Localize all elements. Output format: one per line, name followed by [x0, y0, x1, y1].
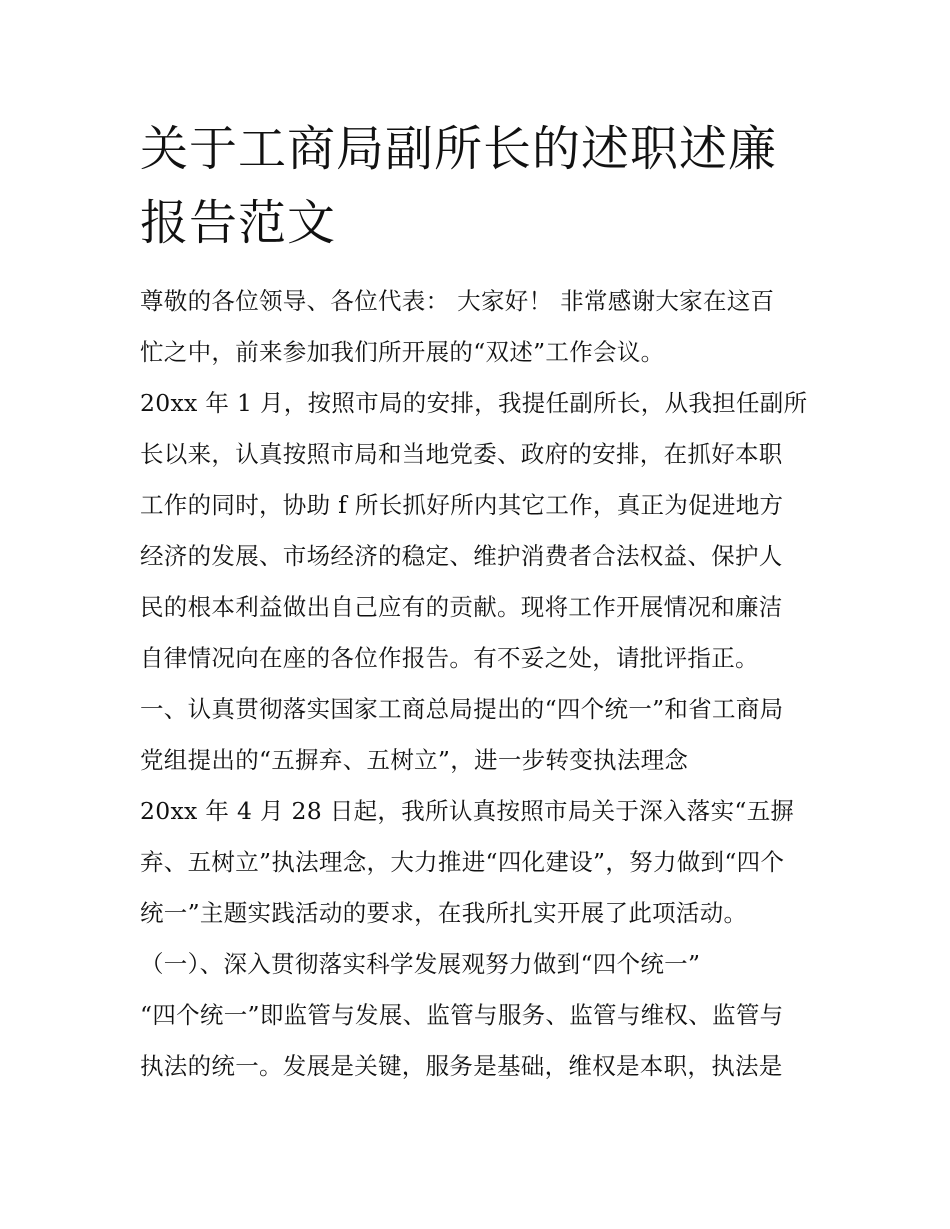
document-body [140, 276, 820, 1092]
body-line: 执法的统一。发展是关键，服务是基础，维权是本职，执法是 [140, 1052, 783, 1080]
body-line: 忙之中，前来参加我们所开展的“双述”工作会议。 [140, 338, 665, 366]
body-line: 20xx 年 1 月，按照市局的安排，我提任副所长，从我担任副所 [140, 389, 808, 417]
body-line: 弃、五树立”执法理念，大力推进“四化建设”，努力做到“四个 [140, 848, 785, 876]
title-line: 报告范文 [140, 195, 337, 251]
section-heading-line: 党组提出的“五摒弃、五树立”，进一步转变执法理念 [140, 746, 689, 774]
body-line: 长以来，认真按照市局和当地党委、政府的安排，在抓好本职 [140, 440, 783, 468]
subsection-heading-line: （一）、深入贯彻落实科学发展观努力做到“四个统一” [140, 950, 701, 978]
body-line: 经济的发展、市场经济的稳定、维护消费者合法权益、保护人 [140, 542, 783, 570]
title-line: 关于工商局副所长的述职述廉 [140, 121, 778, 177]
body-line: 民的根本利益做出自己应有的贡献。现将工作开展情况和廉洁 [140, 593, 783, 621]
body-line: 20xx 年 4 月 28 日起，我所认真按照市局关于深入落实“五摒 [140, 797, 795, 825]
section-heading-line: 一、认真贯彻落实国家工商总局提出的“四个统一”和省工商局 [140, 695, 784, 723]
body-line: 工作的同时，协助 f 所长抓好所内其它工作，真正为促进地方 [140, 491, 784, 519]
body-line: “四个统一”即监管与发展、监管与服务、监管与维权、监管与 [140, 1001, 784, 1029]
body-line: 自律情况向在座的各位作报告。有不妥之处，请批评指正。 [140, 644, 759, 672]
body-line: 统一”主题实践活动的要求，在我所扎实开展了此项活动。 [140, 899, 748, 927]
document-title [140, 112, 830, 260]
body-line: 尊敬的各位领导、各位代表： 大家好！ 非常感谢大家在这百 [140, 287, 775, 315]
